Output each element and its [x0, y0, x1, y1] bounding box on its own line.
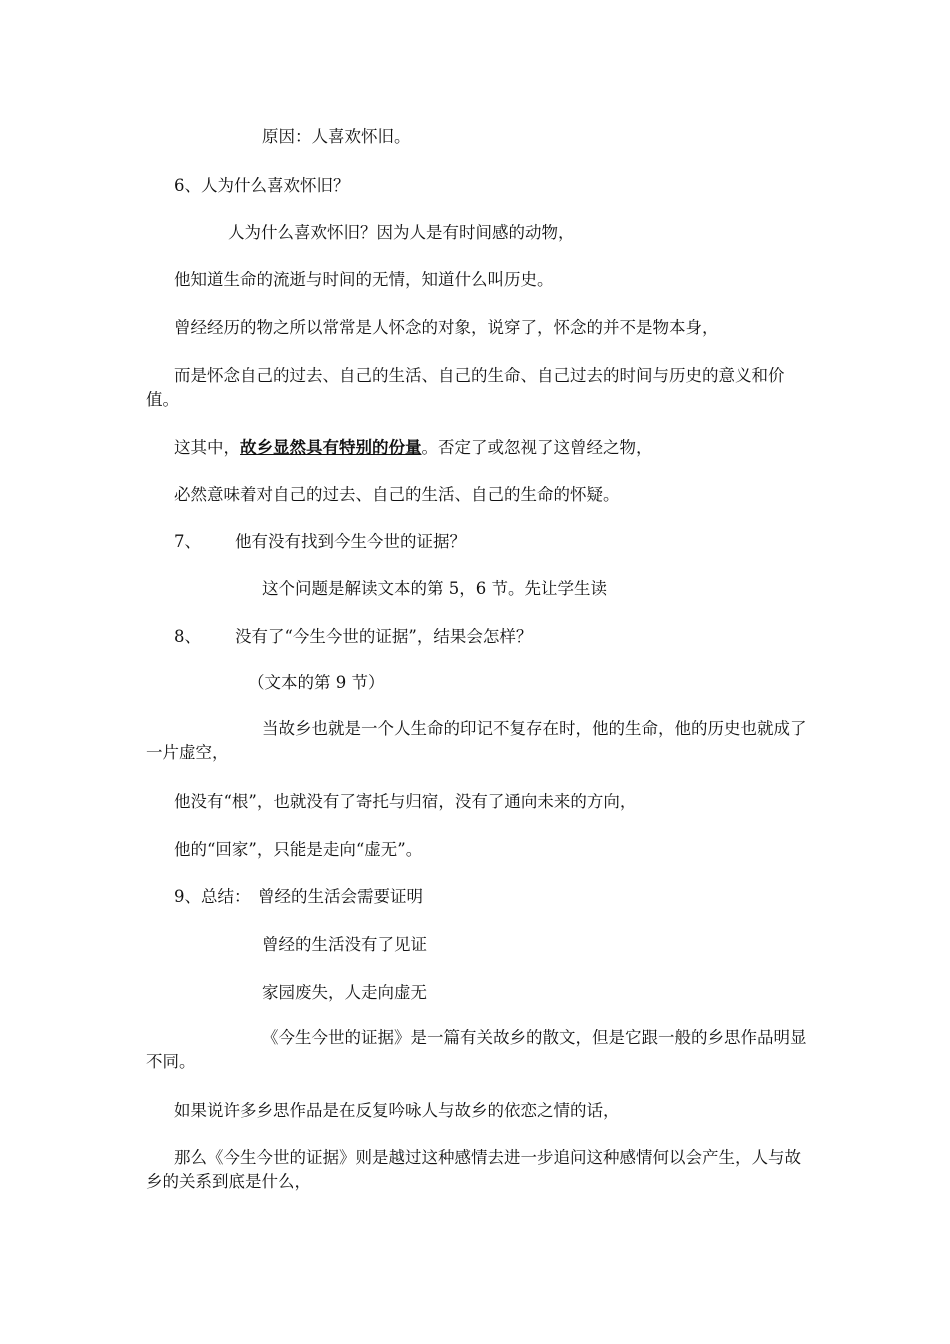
question-9: 9、总结：	[174, 887, 251, 906]
answer-8-line-3: 他的“回家”，只能是走向“虚无”。	[174, 840, 423, 859]
answer-8-line-1: 当故乡也就是一个人生命的印记不复存在时，他的生命，他的历史也就成了一片虚空，	[146, 719, 807, 762]
answer-6-line-4: 而是怀念自己的过去、自己的生活、自己的生命、自己过去的时间与历史的意义和价值。	[146, 366, 785, 409]
conclusion-line-2: 如果说许多乡思作品是在反复吟咏人与故乡的依恋之情的话，	[174, 1101, 620, 1120]
answer-7: 这个问题是解读文本的第 5，6 节。先让学生读	[262, 579, 607, 598]
answer-6-line-5	[174, 436, 838, 460]
question-7-text: 他有没有找到今生今世的证据？	[235, 532, 466, 551]
answer-6-line-6: 必然意味着对自己的过去、自己的生活、自己的生命的怀疑。	[174, 485, 620, 504]
answer-6-line-2: 他知道生命的流逝与时间的无情，知道什么叫历史。	[174, 270, 554, 289]
answer-6-line-5-pre: 这其中，	[174, 438, 240, 457]
question-6: 6、人为什么喜欢怀旧？	[174, 176, 350, 195]
summary-line-3: 家园废失，人走向虚无	[262, 983, 427, 1002]
summary-line-1: 曾经的生活会需要证明	[258, 887, 423, 906]
conclusion-line-1: 《今生今世的证据》是一篇有关故乡的散文，但是它跟一般的乡思作品明显不同。	[146, 1028, 807, 1071]
question-8-text: 没有了“今生今世的证据”，结果会怎样？	[235, 627, 533, 646]
conclusion-line-3: 那么《今生今世的证据》则是越过这种感情去进一步追问这种感情何以会产生，人与故乡的关系到底是什么，	[146, 1148, 801, 1191]
question-7-number: 7、	[174, 532, 201, 551]
summary-line-2: 曾经的生活没有了见证	[262, 935, 427, 954]
question-8-note: （文本的第 9 节）	[248, 673, 385, 692]
answer-6-line-5-post: 。否定了或忽视了这曾经之物，	[421, 438, 653, 457]
answer-8-line-2: 他没有“根”，也就没有了寄托与归宿，没有了通向未来的方向，	[174, 792, 637, 811]
reason-line: 原因：人喜欢怀旧。	[262, 127, 411, 146]
emphasis-text: 故乡显然具有特别的份量	[240, 438, 422, 457]
answer-6-line-3: 曾经经历的物之所以常常是人怀念的对象，说穿了，怀念的并不是物本身，	[174, 318, 719, 337]
answer-6-line-1: 人为什么喜欢怀旧？因为人是有时间感的动物，	[228, 223, 575, 242]
question-8-number: 8、	[174, 627, 201, 646]
